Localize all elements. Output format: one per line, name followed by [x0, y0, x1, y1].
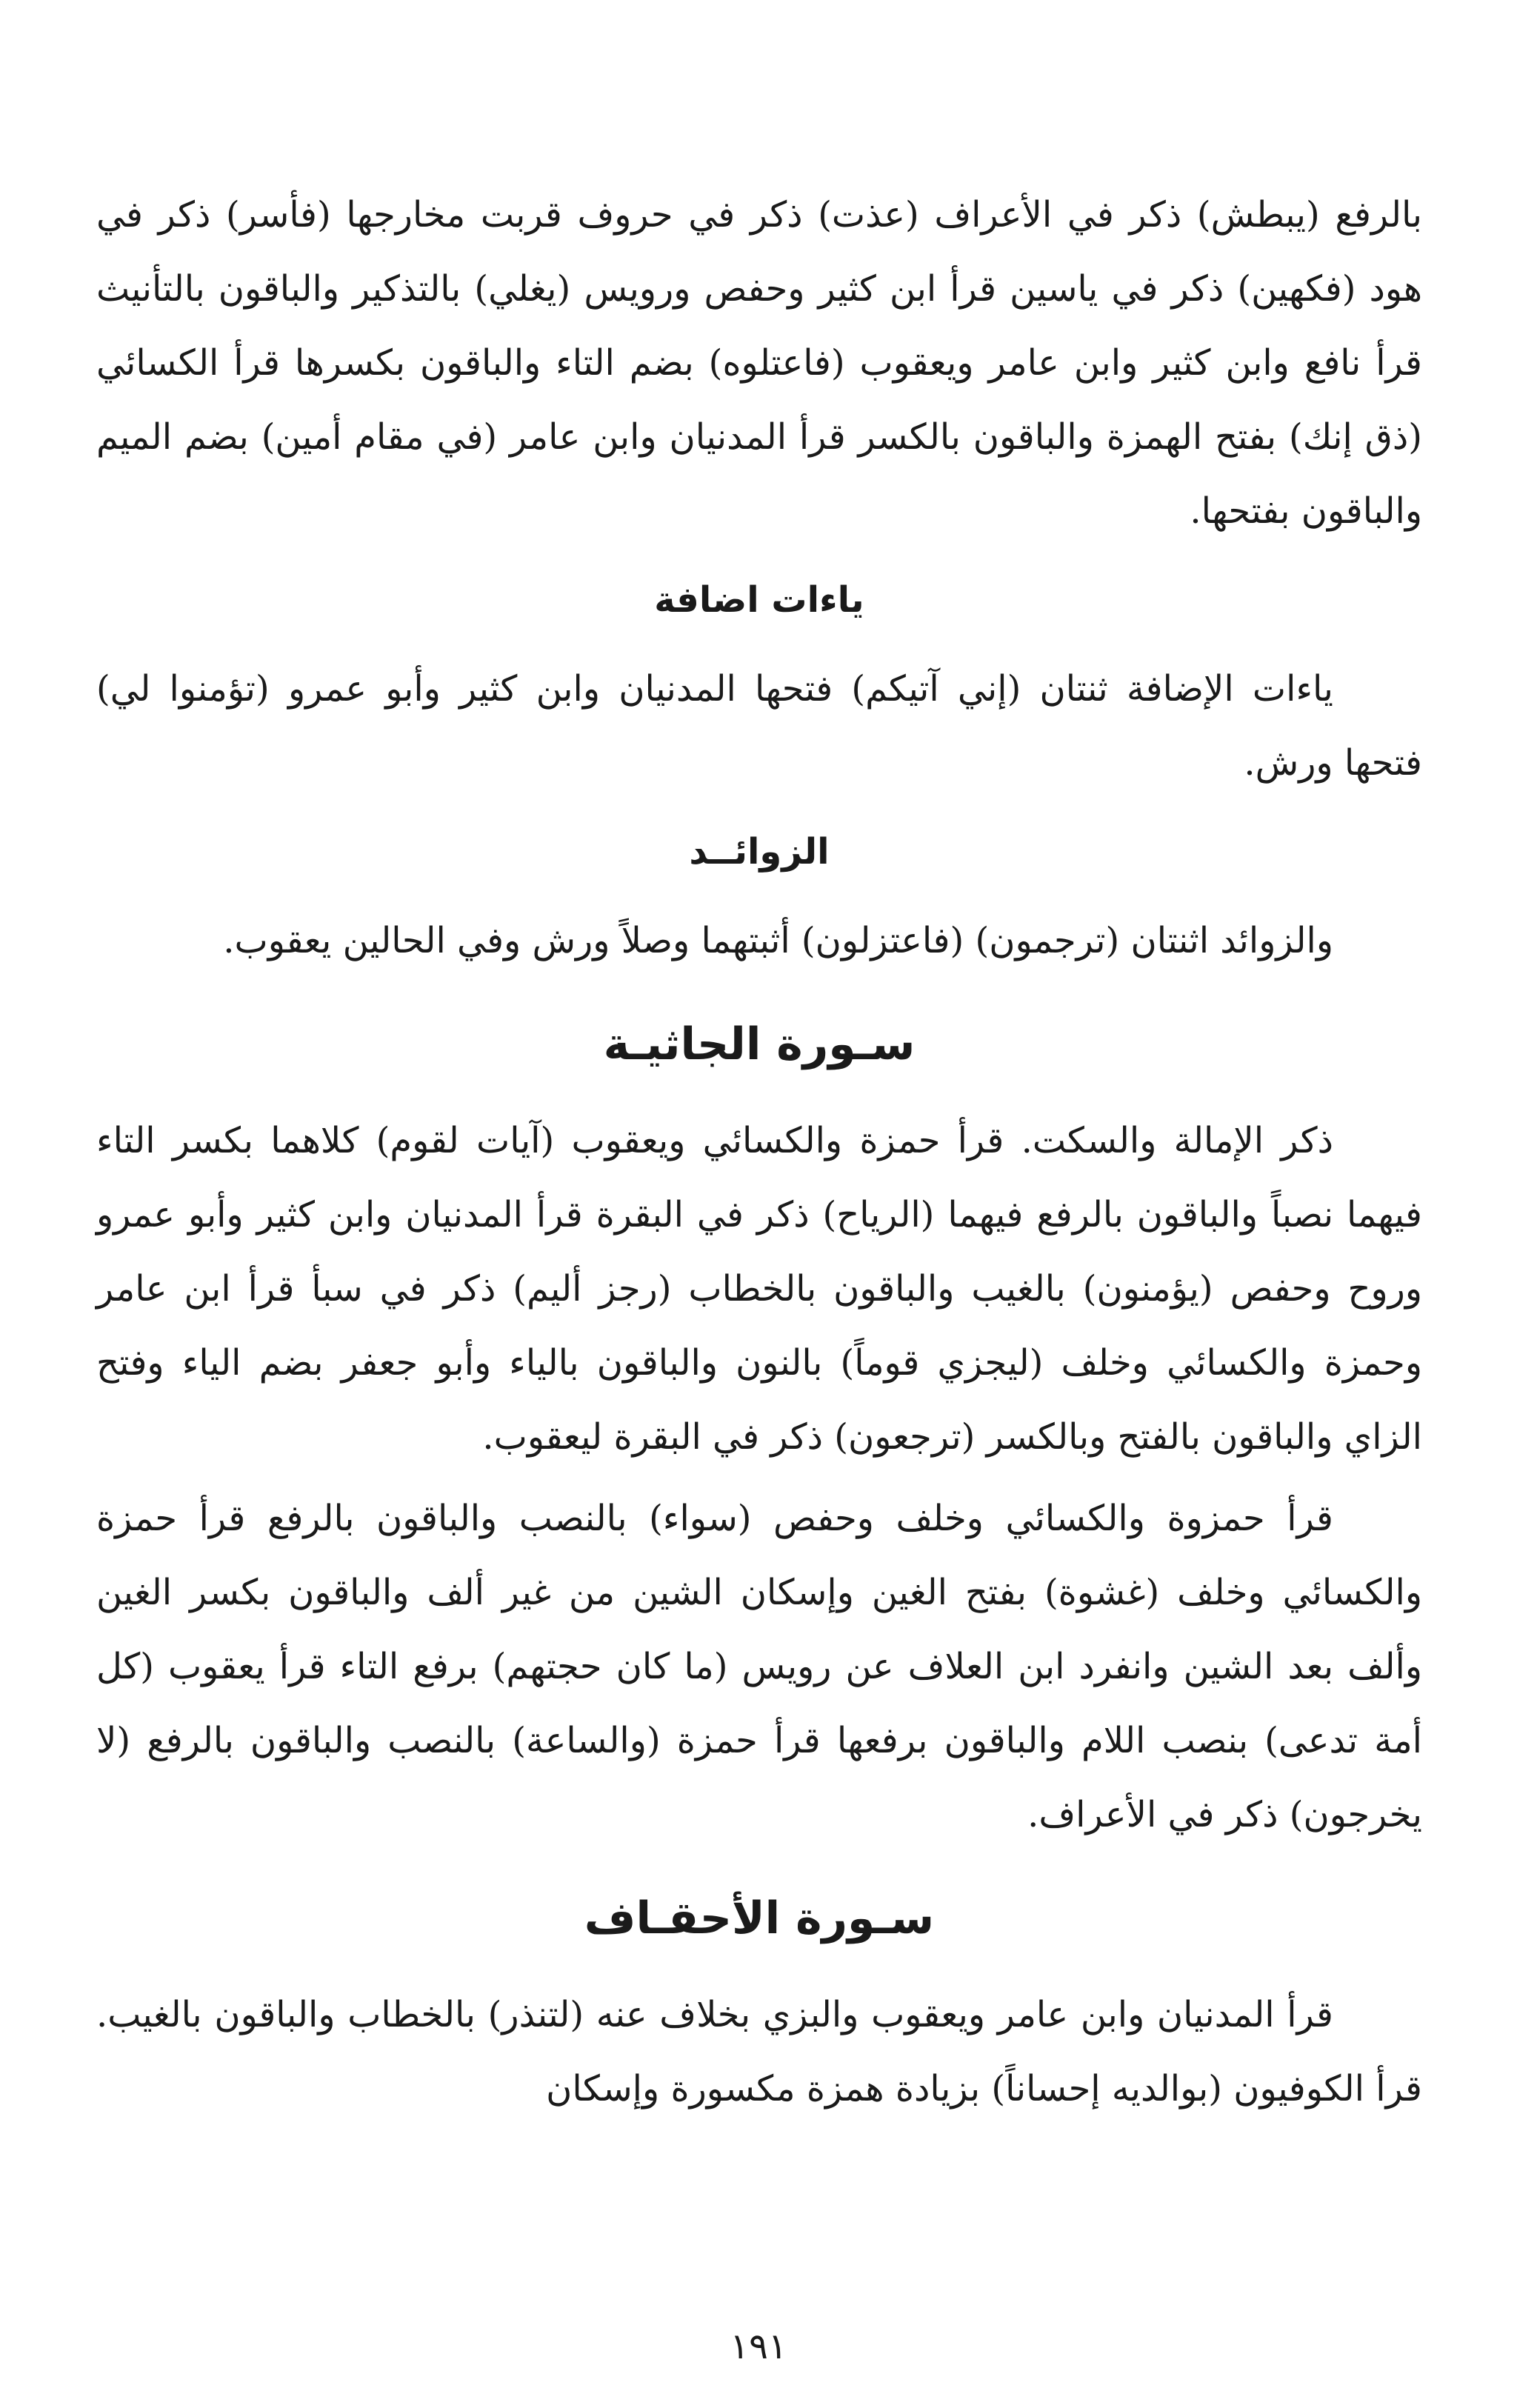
- section-heading-idafa: ياءات اضافة: [654, 579, 864, 621]
- surah-heading-jathiya: سـورة الجاثيـة: [603, 1018, 916, 1070]
- paragraph-gap: [96, 1474, 1422, 1481]
- surah-heading-ahqaf: سـورة الأحقـاف: [584, 1892, 935, 1944]
- paragraph-ahqaf-1: قرأ المدنيان وابن عامر ويعقوب والبزي بخلاف عنه (لتنذر) بالخطاب والباقون بالغيب. قرأ الكوفيون (بوالديه إحساناً) بزيادة همزة مكسورة وإسكان: [96, 1994, 1422, 2109]
- paragraph-jathiya-2: قرأ حمزوة والكسائي وخلف وحفص (سواء) بالنصب والباقون بالرفع قرأ حمزة والكسائي وخلف (غشوة) بفتح الغين وإسكان الشين من غير ألف والباقون بكسر الغين وألف بعد الشين وانفرد ابن العلاف عن رويس (ما كان حجتهم) برفع التاء قرأ يعقوب (كل أمة تدعى) بنصب اللام والباقون برفعها قرأ حمزة (والساعة) بالنصب والباقون بالرفع (لا يخرجون) ذكر في الأعراف.: [96, 1498, 1422, 1835]
- paragraph-idafa: ياءات الإضافة ثنتان (إني آتيكم) فتحها المدنيان وابن كثير وأبو عمرو (تؤمنوا لي) فتحها ورش.: [96, 668, 1422, 784]
- paragraph-jathiya-1: ذكر الإمالة والسكت. قرأ حمزة والكسائي ويعقوب (آيات لقوم) كلاهما بكسر التاء فيهما نصباً والباقون بالرفع فيهما (الرياح) ذكر في البقرة قرأ المدنيان وابن كثير وأبو عمرو وروح وحفص (يؤمنون) بالغيب والباقون بالخطاب (رجز أليم) ذكر في سبأ قرأ ابن عامر وحمزة والكسائي وخلف (ليجزي قوماً) بالنون والباقون بالياء وأبو جعفر بضم الياء وفتح الزاي والباقون بالفتح وبالكسر (ترجعون) ذكر في البقرة ليعقوب.: [96, 1120, 1422, 1458]
- paragraph-continuation: بالرفع (يبطش) ذكر في الأعراف (عذت) ذكر في حروف قربت مخارجها (فأسر) ذكر في هود (فكهين) ذكر في ياسين قرأ ابن كثير وحفص ورويس (يغلي) بالتذكير والباقون بالتأنيث قرأ نافع وابن كثير وابن عامر ويعقوب (فاعتلوه) بضم التاء والباقون بكسرها قرأ الكسائي (ذق إنك) بفتح الهمزة والباقون بالكسر قرأ المدنيان وابن عامر (في مقام أمين) بضم الميم والباقون بفتحها.: [96, 194, 1422, 532]
- section-heading-zawaid: الزوائــد: [689, 831, 830, 873]
- paragraph-zawaid: والزوائد اثنتان (ترجمون) (فاعتزلون) أثبتهما وصلاً ورش وفي الحالين يعقوب.: [223, 920, 1333, 961]
- page-content: [96, 178, 1422, 2370]
- page-number: ١٩١: [730, 2326, 787, 2367]
